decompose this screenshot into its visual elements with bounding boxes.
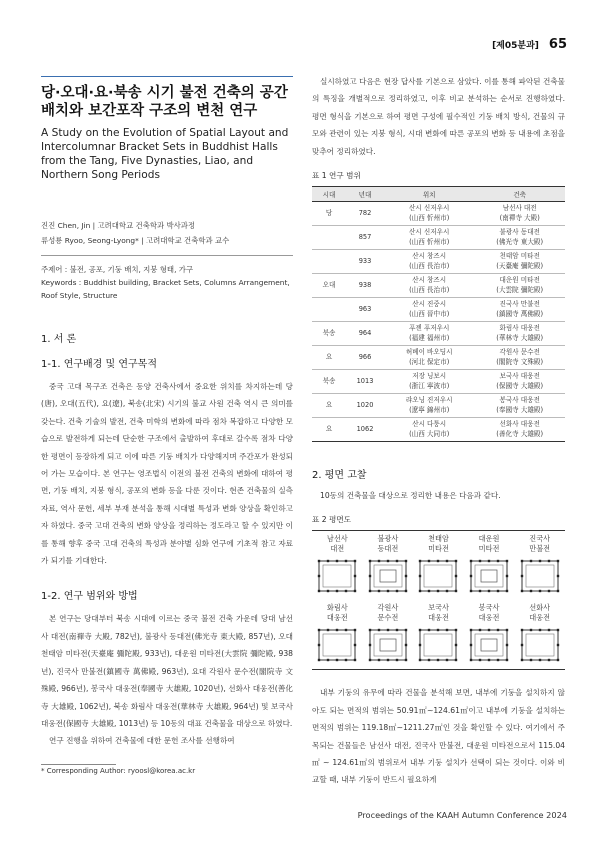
floor-plan-label: 각원사 bbox=[377, 603, 399, 613]
section-2-title: 2. 평면 고찰 bbox=[312, 470, 367, 482]
title-english: A Study on the Evolution of Spatial Layout and Intercolumnar Bracket Sets in Buddhist Halls from the Tang, Five Dynasties, Liao, and Northern Song Periods bbox=[41, 127, 289, 181]
table-cell: 요 bbox=[312, 418, 346, 442]
right-column bbox=[312, 73, 565, 789]
right-text-2: 내부 기둥의 유무에 따라 건물을 분석해 보면, 내부에 기둥을 설치하지 않아도 되는 면적의 범위는 50.91㎡~124.61㎡이고 내부에 기둥을 설치하는 면적의 범위는 119.18㎡~1211.27㎡인 것을 확인할 수 있다. 여기에서 주목되는 건물들은 남선사 대전, 진국사 만불전, 대운원 미타전으로서 115.04㎡ ~ 124.61㎡의 범위로서 내부 기둥 설치가 선택이 되는 것이다. 이와 비교할 때, 내부 기둥이 반드시 필요하게 bbox=[312, 688, 565, 785]
floor-plan-drawing bbox=[518, 556, 562, 596]
floor-plan-drawing bbox=[416, 556, 460, 596]
table-cell bbox=[474, 274, 565, 298]
table-cell bbox=[384, 250, 474, 274]
table-header-row bbox=[312, 187, 565, 202]
cell-line: (河北 保定市) bbox=[409, 357, 450, 366]
cell-line: 산시 신저우시 bbox=[409, 228, 450, 237]
title-rule bbox=[41, 76, 293, 77]
footnote: * Corresponding Author: ryoosl@korea.ac.kr bbox=[41, 767, 196, 775]
floor-plan-label: 대웅전 bbox=[428, 613, 449, 623]
floor-plan-label: 불광사 bbox=[377, 534, 399, 544]
cell-line: 진국사 만불전 bbox=[499, 300, 540, 309]
floor-plan-drawing bbox=[416, 625, 460, 665]
author-1: 진진 Chen, Jin | 고려대학교 건축학과 박사과정 bbox=[41, 221, 196, 230]
table-row bbox=[312, 250, 565, 274]
cell-line: 각원사 문수전 bbox=[499, 348, 540, 357]
cell-line: (南禪寺 大殿) bbox=[499, 213, 540, 222]
table-cell bbox=[384, 226, 474, 250]
section-2-text: 10동의 건축물을 대상으로 정리한 내용은 다음과 같다. bbox=[320, 491, 501, 501]
table-cell bbox=[474, 418, 565, 442]
floor-plan-drawing bbox=[518, 625, 562, 665]
table-cell: 964 bbox=[346, 322, 384, 346]
floor-plan-cell bbox=[365, 534, 411, 600]
table-cell: 857 bbox=[346, 226, 384, 250]
table-row bbox=[312, 346, 565, 370]
floor-plan-cell bbox=[517, 603, 563, 669]
table-cell: 북송 bbox=[312, 322, 346, 346]
table-row bbox=[312, 322, 565, 346]
table-cell bbox=[384, 370, 474, 394]
table-cell: 요 bbox=[312, 346, 346, 370]
table-cell bbox=[384, 298, 474, 322]
table-row bbox=[312, 274, 565, 298]
floor-plan-cell bbox=[365, 603, 411, 669]
floor-plan-label: 대전 bbox=[330, 544, 345, 554]
cell-line: 화림사 대웅전 bbox=[499, 324, 540, 333]
section-1-title: 1. 서 론 bbox=[41, 334, 77, 345]
table-1-caption: 표 1 연구 범위 bbox=[312, 171, 361, 181]
floor-plan-label: 진국사 bbox=[529, 534, 551, 544]
cell-line: 허베이 바오딩시 bbox=[405, 348, 453, 357]
table-cell: 당 bbox=[312, 202, 346, 226]
cell-line: (山西 忻州市) bbox=[409, 237, 450, 246]
floor-plan-label: 대웅전 bbox=[529, 613, 551, 623]
cell-line: 선화사 대웅전 bbox=[499, 420, 540, 429]
floor-plan-label: 문수전 bbox=[377, 613, 399, 623]
table-cell: 오대 bbox=[312, 274, 346, 298]
floor-plan-cell bbox=[415, 603, 461, 669]
cell-line: 대운원 미타전 bbox=[499, 276, 540, 285]
left-column bbox=[41, 84, 293, 750]
divider bbox=[41, 255, 293, 256]
table-cell bbox=[312, 250, 346, 274]
table-cell bbox=[474, 394, 565, 418]
floor-plan-label: 남선사 bbox=[326, 534, 348, 544]
floor-plan-label: 선화사 bbox=[529, 603, 551, 613]
section-1-1-text: 중국 고대 목구조 건축은 동양 건축사에서 중요한 위치를 차지하는데 당(唐), 오대(五代), 요(遼), 북송(北宋) 시기의 불교 사원 건축 역시 큰 의미를 갖는다. 건축 기술의 발전, 건축 미학의 변화에 따라 점차 복잡하고 다양한 모습으로 발전하게 되는데 단순한 구조에서 출발하여 후대로 갈수록 점차 다양한 평면이 등장하게 되고 이에 따른 기둥 배치가 다양해지며 주간포가 완성되어 가는 모습이다. 본 연구는 영조법식 이전의 불전 건축의 변화에 대하여 평면, 기둥 배치, 지붕 형식, 공포의 변화 등을 다룬 것이다. 현존 건축물의 실측 자료, 역사 문헌, 세부 부재 분석을 통해 시대별 특성과 변화 양상을 확인하고자 하였다. 중국 고대 건축의 변화 양상을 정리하는 정도라고 할 수 있지만 이를 통해 향후 중국 고대 건축의 특성과 분야별 심화 연구에 기초적 참고 자료가 되기를 기대한다. bbox=[41, 382, 293, 566]
page-number: 65 bbox=[548, 37, 567, 52]
floor-plan-label: 대운원 bbox=[478, 534, 500, 544]
cell-line: (善化寺 大雄殿) bbox=[496, 429, 544, 438]
cell-line: (山西 晉中市) bbox=[409, 309, 450, 318]
cell-line: (山西 大同市) bbox=[409, 429, 450, 438]
table-2-caption: 표 2 평면도 bbox=[312, 515, 352, 525]
section-label: [제05분과] bbox=[492, 41, 539, 51]
floor-plan-label: 동대전 bbox=[377, 544, 399, 554]
table-cell: 요 bbox=[312, 394, 346, 418]
table-cell: 938 bbox=[346, 274, 384, 298]
table-cell bbox=[384, 394, 474, 418]
cell-line: 랴오닝 진저우시 bbox=[405, 396, 453, 405]
table-cell bbox=[312, 226, 346, 250]
floor-plan-label: 보국사 bbox=[428, 603, 449, 613]
cell-line: 푸젠 푸저우시 bbox=[409, 324, 450, 333]
table-row bbox=[312, 202, 565, 226]
cell-line: 천태암 미타전 bbox=[499, 252, 540, 261]
cell-line: 산시 다퉁시 bbox=[412, 420, 447, 429]
cell-line: (遼寧 錦州市) bbox=[409, 405, 450, 414]
table-cell bbox=[474, 250, 565, 274]
floor-plan-drawing bbox=[366, 625, 410, 665]
table-cell bbox=[312, 298, 346, 322]
section-1-1-title: 1-1. 연구배경 및 연구목적 bbox=[41, 359, 157, 370]
table-row bbox=[312, 394, 565, 418]
table-cell: 963 bbox=[346, 298, 384, 322]
cell-line: (閣院寺 文殊殿) bbox=[496, 357, 544, 366]
table-header: 건축 bbox=[474, 187, 565, 202]
table-cell bbox=[384, 202, 474, 226]
table-cell bbox=[474, 226, 565, 250]
table-cell: 1020 bbox=[346, 394, 384, 418]
floor-plan-row bbox=[312, 600, 565, 669]
cell-line: (山西 忻州市) bbox=[409, 213, 450, 222]
floor-plan-cell bbox=[415, 534, 461, 600]
floor-plan-row bbox=[312, 531, 565, 600]
floor-plan-label: 대웅전 bbox=[326, 613, 348, 623]
cell-line: (華林寺 大雄殿) bbox=[496, 333, 544, 342]
floor-plan-cell bbox=[517, 534, 563, 600]
floor-plan-cell bbox=[466, 603, 512, 669]
table-cell bbox=[384, 346, 474, 370]
cell-line: (山西 長治市) bbox=[409, 261, 450, 270]
table-header: 시대 bbox=[312, 187, 346, 202]
cell-line: 저장 닝보시 bbox=[412, 372, 447, 381]
page-footer: Proceedings of the KAAH Autumn Conference 2024 bbox=[357, 810, 567, 820]
section-1-2-text-2: 연구 진행을 위하여 건축물에 대한 문헌 조사를 선행하여 bbox=[49, 736, 235, 746]
floor-plan-label: 봉국사 bbox=[478, 603, 500, 613]
table-row bbox=[312, 370, 565, 394]
table-cell: 1062 bbox=[346, 418, 384, 442]
table-row bbox=[312, 418, 565, 442]
cell-line: (大雲院 彌陀殿) bbox=[496, 285, 544, 294]
cell-line: 산시 신저우시 bbox=[409, 204, 450, 213]
table-cell bbox=[474, 298, 565, 322]
floor-plan-label: 화림사 bbox=[326, 603, 348, 613]
title-korean: 당·오대·요·북송 시기 불전 건축의 공간 배치와 보간포작 구조의 변천 연구 bbox=[41, 85, 288, 119]
floor-plan-cell bbox=[314, 603, 360, 669]
table-row bbox=[312, 298, 565, 322]
section-1-2-text: 본 연구는 당대부터 북송 시대에 이르는 중국 불전 건축 가운데 당대 남선사 대전(南禪寺 大殿, 782년), 불광사 동대전(佛光寺 東大殿, 857년), 오대 천태암 미타전(天臺庵 彌陀殿, 933년), 대운원 미타전(大雲院 彌陀殿, 938년), 진국사 만불전(鎮國寺 萬佛殿, 963년), 요대 각원사 문수전(閣院寺 文殊殿, 966년), 봉국사 대웅전(奉國寺 大雄殿, 1020년), 선화사 대웅전(善化寺 大雄殿, 1062년), 북송 화림사 대웅전(華林寺 大雄殿, 964년) 및 보국사 대웅전(保國寺 大雄殿, 1013년) 등 10동의 대표 건축물을 대상으로 하였다. bbox=[41, 614, 293, 728]
cell-line: 산시 창즈시 bbox=[412, 252, 447, 261]
table-cell bbox=[474, 202, 565, 226]
floor-plan-label: 천태암 bbox=[428, 534, 449, 544]
keywords-korean: 주제어 : 불전, 공포, 기둥 배치, 지붕 형태, 가구 bbox=[41, 265, 194, 274]
floor-plan-label: 만불전 bbox=[529, 544, 551, 554]
cell-line: (天臺庵 彌陀殿) bbox=[496, 261, 544, 270]
cell-line: 불광사 동대전 bbox=[499, 228, 540, 237]
table-cell bbox=[474, 346, 565, 370]
cell-line: 산시 진중시 bbox=[412, 300, 447, 309]
cell-line: (山西 長治市) bbox=[409, 285, 450, 294]
floor-plan-drawing bbox=[467, 556, 511, 596]
cell-line: (鎮國寺 萬佛殿) bbox=[496, 309, 544, 318]
floor-plan-label: 대웅전 bbox=[478, 613, 500, 623]
table-header: 위치 bbox=[384, 187, 474, 202]
cell-line: (福建 福州市) bbox=[409, 333, 450, 342]
right-text-1: 실시하였고 다음은 현장 답사를 기본으로 삼았다. 이를 통해 파악된 건축물의 특징을 개별적으로 정리하였고, 이후 비교 분석하는 순서로 진행하였다. 평면 형식을 기본으로 하여 평면 구성에 필수적인 기둥 배치 방식, 건물의 규모와 관련이 있는 지붕 형식, 시대 변화에 따른 공포의 변화 등 내용에 초점을 맞추어 정리하였다. bbox=[312, 77, 565, 156]
author-2: 류성룡 Ryoo, Seong-Lyong* | 고려대학교 건축학과 교수 bbox=[41, 236, 230, 245]
cell-line: (浙江 寧波市) bbox=[409, 381, 450, 390]
table-cell: 북송 bbox=[312, 370, 346, 394]
floor-plan-label: 미타전 bbox=[428, 544, 449, 554]
table-cell bbox=[384, 418, 474, 442]
author-list bbox=[41, 218, 293, 248]
floor-plan-cell bbox=[314, 534, 360, 600]
floor-plan-drawing bbox=[467, 625, 511, 665]
floor-plan-drawing bbox=[315, 625, 359, 665]
floor-plan-label: 미타전 bbox=[478, 544, 500, 554]
table-1 bbox=[312, 186, 565, 442]
keywords-english: Keywords : Buddhist building, Bracket Sets, Columns Arrangement, Roof Style, Structure bbox=[41, 278, 290, 300]
table-cell: 966 bbox=[346, 346, 384, 370]
cell-line: 산시 창즈시 bbox=[412, 276, 447, 285]
page-header bbox=[492, 37, 567, 52]
cell-line: (奉國寺 大雄殿) bbox=[496, 405, 544, 414]
table-row bbox=[312, 226, 565, 250]
table-header: 년대 bbox=[346, 187, 384, 202]
table-cell bbox=[384, 322, 474, 346]
table-cell bbox=[474, 370, 565, 394]
cell-line: (保國寺 大雄殿) bbox=[496, 381, 544, 390]
table-cell: 1013 bbox=[346, 370, 384, 394]
cell-line: 보국사 대웅전 bbox=[499, 372, 540, 381]
floor-plan-drawing bbox=[315, 556, 359, 596]
table-cell: 782 bbox=[346, 202, 384, 226]
cell-line: 남선사 대전 bbox=[502, 204, 537, 213]
table-cell bbox=[474, 322, 565, 346]
cell-line: (佛光寺 東大殿) bbox=[496, 237, 544, 246]
table-cell: 933 bbox=[346, 250, 384, 274]
footnote-rule bbox=[41, 764, 116, 765]
table-cell bbox=[384, 274, 474, 298]
floor-plan-drawing bbox=[366, 556, 410, 596]
floor-plan-cell bbox=[466, 534, 512, 600]
table-2 bbox=[312, 530, 565, 670]
section-1-2-title: 1-2. 연구 범위와 방법 bbox=[41, 591, 138, 603]
cell-line: 봉국사 대웅전 bbox=[499, 396, 540, 405]
